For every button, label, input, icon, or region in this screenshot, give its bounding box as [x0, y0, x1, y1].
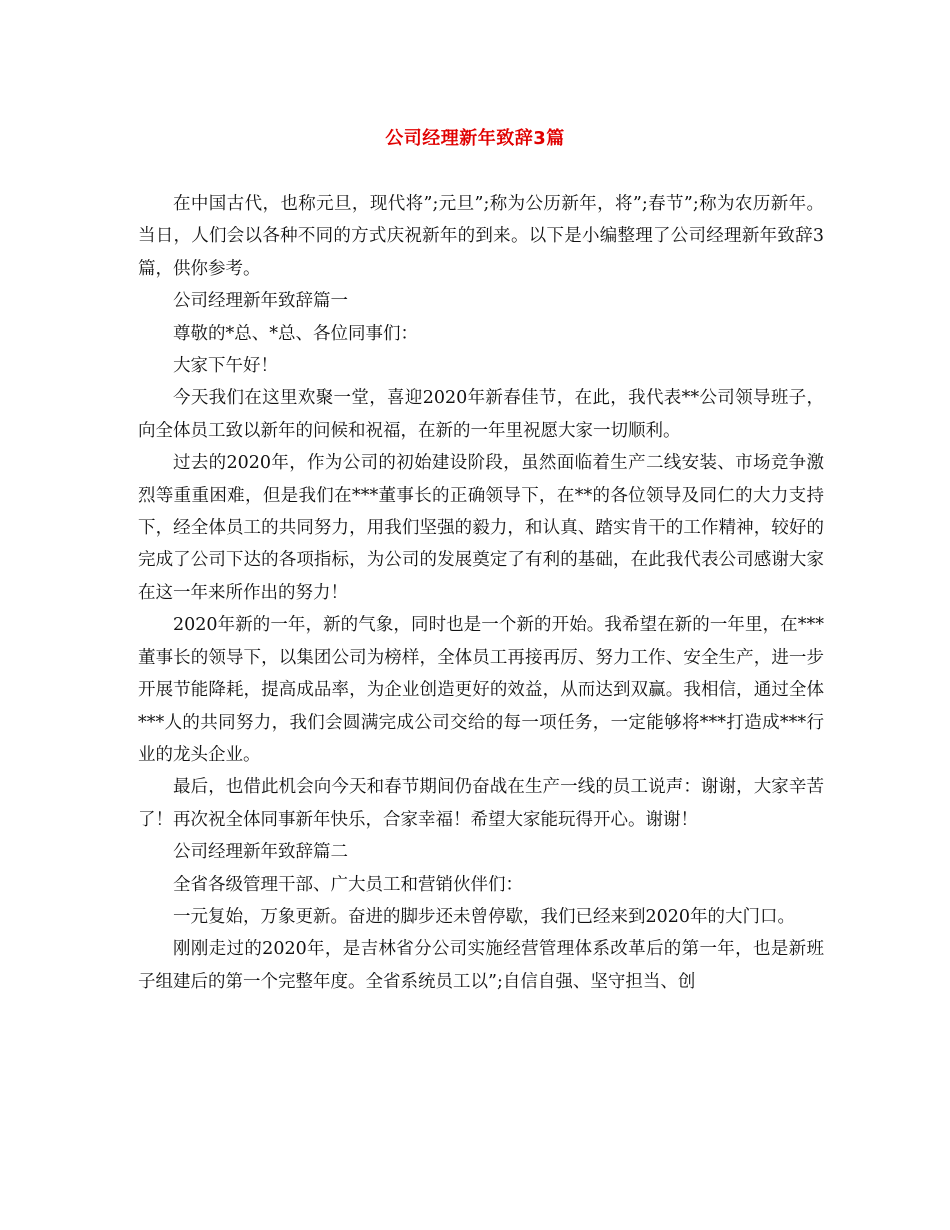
document-title: 公司经理新年致辞3篇: [385, 128, 565, 149]
salutation: 全省各级管理干部、广大员工和营销伙伴们：: [173, 874, 523, 895]
greeting: 大家下午好！: [173, 356, 278, 377]
paragraph: 一元复始，万象更新。奋进的脚步还未曾停歇，我们已经来到2020年的大门口。: [173, 906, 796, 927]
section-heading-1: 公司经理新年致辞篇一: [173, 291, 348, 312]
paragraph: 最后，也借此机会向今天和春节期间仍奋战在生产一线的员工说声：谢谢，大家辛苦了！再次祝全体同事新年快乐，合家幸福！希望大家能玩得开心。谢谢！: [138, 777, 824, 830]
paragraph-intro: 在中国古代，也称元旦，现代将”;元旦”;称为公历新年，将”;春节”;称为农历新年。当日，人们会以各种不同的方式庆祝新年的到来。以下是小编整理了公司经理新年致辞3篇，供你参考。: [138, 194, 824, 279]
section-heading-2: 公司经理新年致辞篇二: [173, 842, 348, 863]
paragraph: 今天我们在这里欢聚一堂，喜迎2020年新春佳节，在此，我代表**公司领导班子，向全体员工致以新年的问候和祝福，在新的一年里祝愿大家一切顺利。: [138, 388, 824, 441]
paragraph: 过去的2020年，作为公司的初始建设阶段，虽然面临着生产二线安装、市场竞争激烈等重重困难，但是我们在***董事长的正确领导下，在**的各位领导及同仁的大力支持下，经全体员工的共同努力，用我们坚强的毅力，和认真、踏实肯干的工作精神，较好的完成了公司下达的各项指标，为公司的发展奠定了有利的基础，在此我代表公司感谢大家在这一年来所作出的努力！: [138, 453, 824, 603]
paragraph: 2020年新的一年，新的气象，同时也是一个新的开始。我希望在新的一年里，在***董事长的领导下，以集团公司为榜样，全体员工再接再厉、努力工作、安全生产，进一步开展节能降耗，提高成品率，为企业创造更好的效益，从而达到双赢。我相信，通过全体***人的共同努力，我们会圆满完成公司交给的每一项任务，一定能够将***打造成***行业的龙头企业。: [138, 615, 824, 765]
paragraph: 刚刚走过的2020年，是吉林省分公司实施经营管理体系改革后的第一年，也是新班子组建后的第一个完整年度。全省系统员工以”;自信自强、坚守担当、创: [138, 939, 824, 992]
document-body: [138, 188, 824, 998]
salutation: 尊敬的*总、*总、各位同事们：: [173, 323, 418, 344]
